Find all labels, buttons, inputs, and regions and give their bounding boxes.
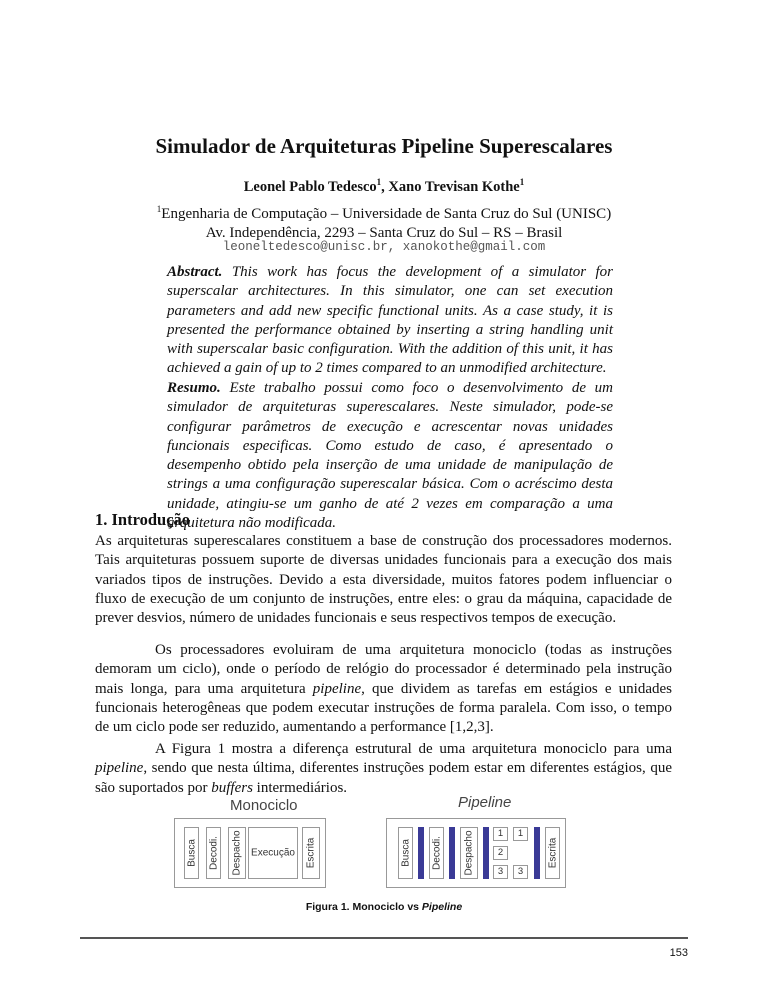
pipeline-buffer bbox=[418, 827, 424, 879]
monociclo-label: Monociclo bbox=[230, 797, 298, 814]
caption-emphasis: Pipeline bbox=[421, 901, 463, 913]
abstract-text: This work has focus the development of a simulator for superscalar architectures. In this simulator, one can set execution parameters and add new specific functional units. As a case study, it is presented the performance obtained by inserting a string handling unit with superscalar basic configuration. With the addition of this unit, it has achieved a gain of up to 2 times compared to an unmodified architecture. bbox=[167, 264, 613, 377]
figure-caption bbox=[0, 901, 768, 913]
author-separator: , bbox=[381, 178, 389, 195]
paragraph-text: , que dividem as tarefas em estágios e unidades funcionais heterogêneas que podem executar instruções de forma paralela. Com isso, o tempo de um ciclo pode ser reduzido, aumentando a performance [1,2,3]. bbox=[95, 680, 672, 736]
exec-unit-cell: 2 bbox=[493, 846, 508, 860]
pipeline-buffer bbox=[534, 827, 540, 879]
stage-label: Busca bbox=[400, 839, 411, 867]
affiliation bbox=[0, 200, 768, 243]
monociclo-diagram bbox=[174, 818, 326, 888]
pipeline-buffer bbox=[483, 827, 489, 879]
stage-label: Busca bbox=[186, 839, 197, 867]
stage-label: Despacho bbox=[463, 830, 475, 876]
resumo-block bbox=[167, 379, 613, 533]
paper-title: Simulador de Arquiteturas Pipeline Superescalares bbox=[155, 134, 613, 158]
stage-busca bbox=[184, 827, 199, 879]
paragraph-text: A Figura 1 mostra a diferença estrutural de uma arquitetura monociclo para uma bbox=[155, 741, 672, 757]
author-affil-sup: 1 bbox=[519, 177, 525, 187]
footer-divider bbox=[80, 937, 688, 939]
pipeline-diagram bbox=[386, 818, 566, 888]
paragraph-text: intermediários. bbox=[252, 779, 348, 796]
pipeline-buffer bbox=[449, 827, 455, 879]
author-list bbox=[0, 177, 768, 196]
affiliation-sup: 1 bbox=[156, 204, 162, 214]
exec-unit-cell: 1 bbox=[513, 827, 528, 841]
stage-despacho bbox=[460, 827, 478, 879]
emphasis-term: buffers bbox=[211, 779, 253, 796]
stage-label: Escrita bbox=[547, 837, 558, 869]
abstract-label: Abstract. bbox=[167, 264, 223, 280]
stage-busca bbox=[398, 827, 413, 879]
author-name: Xano Trevisan Kothe bbox=[388, 178, 520, 195]
stage-label: Execução bbox=[251, 847, 295, 859]
exec-unit-cell: 3 bbox=[513, 865, 528, 879]
paragraph-text: , sendo que nesta última, diferentes instruções podem estar em diferentes estágios, que são suportados por bbox=[95, 760, 672, 796]
stage-decodi bbox=[429, 827, 444, 879]
section-heading: 1. Introdução bbox=[95, 510, 191, 529]
author-emails: leoneltedesco@unisc.br, xanokothe@gmail.com bbox=[222, 240, 546, 254]
exec-unit-cell: 1 bbox=[493, 827, 508, 841]
stage-label: Decodi. bbox=[431, 836, 442, 870]
stage-label: Despacho bbox=[231, 830, 243, 876]
intro-paragraph-2 bbox=[95, 641, 672, 737]
resumo-text: Este trabalho possui como foco o desenvolvimento de um simulador de arquiteturas superescalares. Neste simulador, pode-se configurar parâmetros de execução e acrescentar novas unidades funcionais especificas. Como estudo de caso, é apresentado o desempenho obtido pela inserção de uma unidade de manipulação de strings a uma configuração superescalar básica. Com o acréscimo desta unidade, atingiu-se um ganho de até 2 vezes em comparação a uma arquitetura não modificada. bbox=[167, 380, 613, 532]
stage-escrita bbox=[545, 827, 560, 879]
author-affil-sup: 1 bbox=[376, 177, 382, 187]
pipeline-label: Pipeline bbox=[458, 794, 512, 811]
paragraph-text: Os processadores evoluiram de uma arquitetura monociclo (todas as instruções demoram um ciclo), onde o período de relógio do processador é determinado pela instrução mais longa, para uma arquitetura bbox=[95, 642, 672, 697]
resumo-label: Resumo. bbox=[167, 380, 221, 396]
affiliation-line-2: Av. Independência, 2293 – Santa Cruz do Sul – RS – Brasil bbox=[205, 225, 563, 241]
stage-decodi bbox=[206, 827, 221, 879]
author-name: Leonel Pablo Tedesco bbox=[243, 178, 377, 195]
emphasis-term: pipeline bbox=[95, 760, 144, 777]
abstract-block bbox=[167, 263, 613, 379]
intro-paragraph-3 bbox=[95, 740, 672, 798]
affiliation-line-1 bbox=[0, 200, 768, 224]
intro-paragraph-1: As arquiteturas superescalares constituem a base de construção dos processadores modernos. Tais arquiteturas possuem suporte de diversas unidades funcionais para a execução dos mais variados tipos de instruções. Devido a esta diversidade, muitos fatores podem influenciar o fluxo de execução de um conjunto de instruções, entre eles: o grau da máquina, capacidade de prever desvios, número de unidades funcionais e seus respectivos tempos de execução. bbox=[95, 533, 672, 627]
stage-label: Decodi. bbox=[208, 836, 219, 870]
exec-unit-cell: 3 bbox=[493, 865, 508, 879]
stage-label: Escrita bbox=[305, 837, 317, 869]
emphasis-term: pipeline bbox=[312, 680, 362, 697]
page-number: 153 bbox=[669, 947, 688, 959]
caption-text: Figura 1. Monociclo vs bbox=[305, 901, 422, 913]
stage-escrita bbox=[302, 827, 320, 879]
stage-despacho bbox=[228, 827, 246, 879]
stage-execucao bbox=[248, 827, 298, 879]
affiliation-institution: Engenharia de Computação – Universidade de Santa Cruz do Sul (UNISC) bbox=[161, 206, 612, 222]
